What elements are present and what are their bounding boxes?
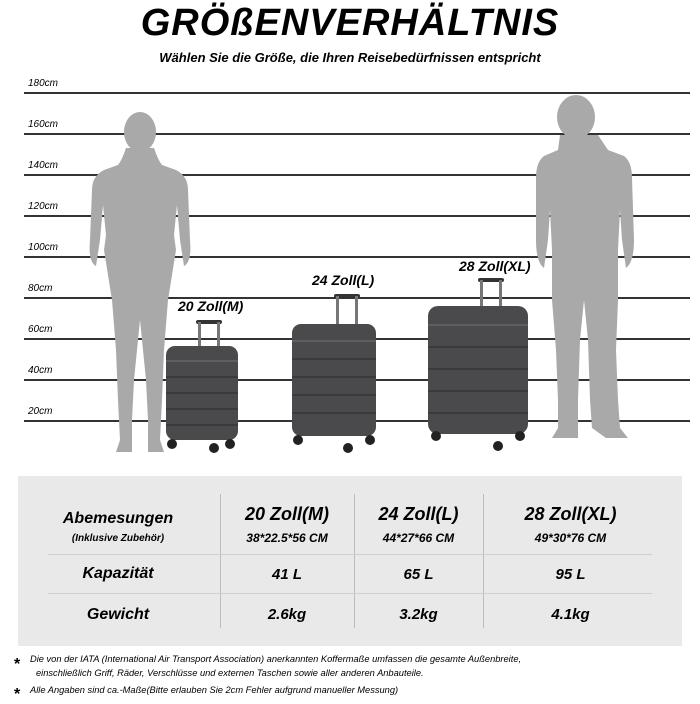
suitcase-label-28: 28 Zoll(XL) <box>459 258 531 274</box>
suitcase-28-icon <box>428 278 528 451</box>
height-label: 60cm <box>28 324 53 335</box>
col-capacity: 95 L <box>555 566 586 583</box>
note-line: Alle Angaben sind ca.-Maße(Bitte erlauben Sie 2cm Fehler aufgrund manueller Messung) <box>30 685 399 695</box>
suitcase-label-20: 20 Zoll(M) <box>178 298 244 314</box>
col-dims: 49*30*76 CM <box>534 531 607 545</box>
col-size: 24 Zoll(L) <box>378 504 459 524</box>
page-subtitle: Wählen Sie die Größe, die Ihren Reisebedürfnissen entspricht <box>159 50 541 65</box>
height-label: 100cm <box>28 242 59 253</box>
col-weight: 2.6kg <box>267 606 307 623</box>
row-header-dimensions-note: (Inklusive Zubehör) <box>71 533 165 544</box>
man-silhouette <box>536 95 634 438</box>
row-divider <box>48 554 652 555</box>
height-label: 160cm <box>28 119 59 130</box>
row-header-weight: Gewicht <box>86 606 150 623</box>
col-size: 20 Zoll(M) <box>245 504 329 524</box>
note-line: Die von der IATA (International Air Transport Association) anerkannten Koffermaße umfassen die gesamte Außenbreite, <box>30 654 522 664</box>
height-label: 140cm <box>28 160 59 171</box>
height-label: 80cm <box>28 283 53 294</box>
note-line: einschließlich Griff, Räder, Verschlüsse und externen Taschen sowie aller anderen Anbauteile. <box>36 668 424 678</box>
col-dims: 38*22.5*56 CM <box>246 531 328 545</box>
col-capacity: 41 L <box>271 566 302 583</box>
height-label: 40cm <box>28 365 53 376</box>
height-label: 120cm <box>28 201 59 212</box>
suitcase-24-icon <box>292 294 376 453</box>
col-capacity: 65 L <box>403 566 434 583</box>
spec-table <box>18 476 682 646</box>
row-divider <box>48 593 652 594</box>
row-header-dimensions: Abemesungen <box>62 510 174 527</box>
col-weight: 4.1kg <box>551 606 590 623</box>
page-title: GRÖßENVERHÄLTNIS <box>140 2 560 44</box>
suitcase-label-24: 24 Zoll(L) <box>312 272 375 288</box>
asterisk-icon: * <box>14 686 21 703</box>
asterisk-icon: * <box>14 656 21 673</box>
height-label: 20cm <box>28 406 53 417</box>
col-size: 28 Zoll(XL) <box>524 504 617 524</box>
row-header-capacity: Kapazität <box>82 565 154 582</box>
col-weight: 3.2kg <box>399 606 438 623</box>
height-label: 180cm <box>28 78 59 89</box>
suitcase-20-icon <box>166 320 238 453</box>
col-dims: 44*27*66 CM <box>382 531 455 545</box>
